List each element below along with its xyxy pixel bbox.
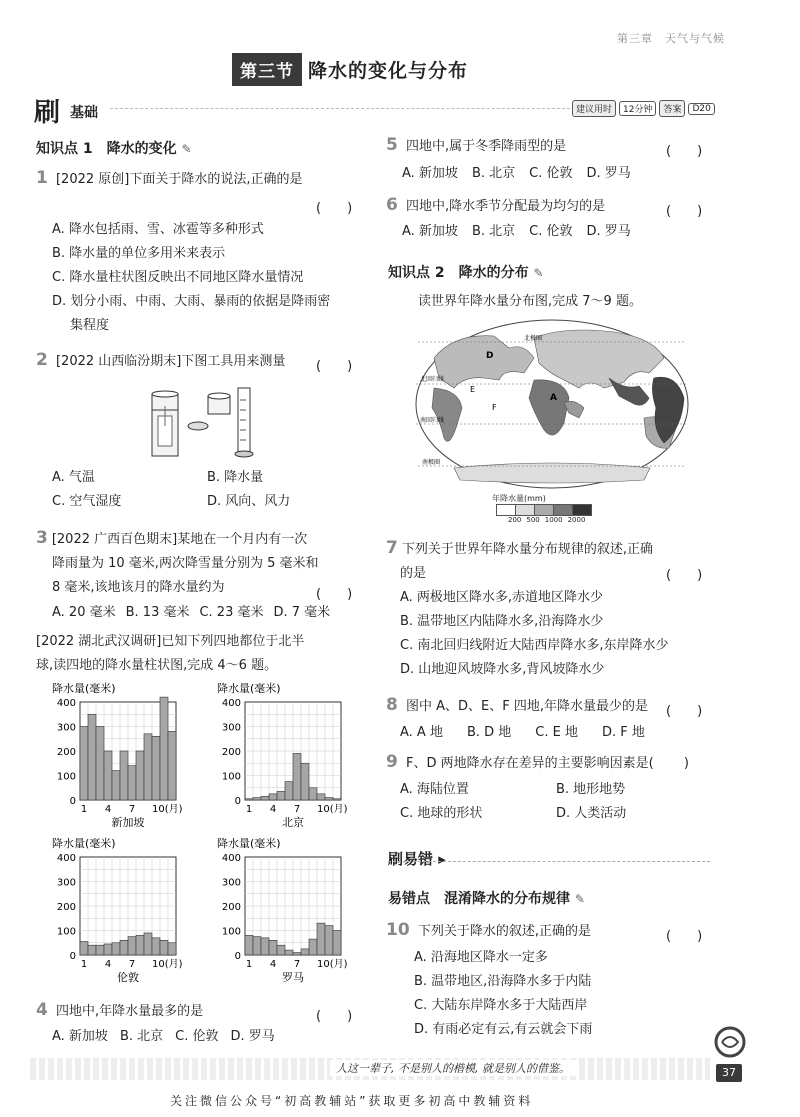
chart-bar-伦敦-6	[120, 940, 128, 955]
pencil-icon: ✎	[181, 142, 192, 156]
chart-ylabel: 降水量(毫米)	[52, 837, 116, 850]
chart-xtick: 10(月)	[152, 804, 183, 815]
legend-swatch-2	[516, 504, 535, 516]
chart-bar-新加坡-8	[136, 751, 144, 800]
q8-option-c[interactable]: C. E 地	[535, 725, 578, 740]
question-10	[386, 920, 591, 944]
chart-bar-新加坡-7	[128, 766, 136, 800]
chart-bar-北京-3	[261, 796, 269, 800]
q10-option-c[interactable]: C. 大陆东岸降水多于大陆西岸	[414, 998, 588, 1013]
q7-line-1: 下列关于世界年降水量分布规律的叙述,正确	[401, 542, 653, 557]
world-precipitation-map	[414, 318, 690, 490]
brush-label: 刷	[34, 98, 61, 128]
map-label-f: F	[492, 403, 497, 412]
page-number: 37	[716, 1064, 742, 1082]
chart-bar-罗马-4	[269, 940, 277, 955]
map-label-tropic-capricorn: 南回归线	[420, 417, 445, 424]
chart-bar-罗马-6	[285, 950, 293, 955]
q3-option-a[interactable]: A. 20 毫米	[52, 605, 116, 620]
legend-value-3: 1000	[544, 516, 563, 524]
rain-gauge-illustration	[150, 380, 280, 462]
chart-bar-罗马-12	[333, 931, 341, 956]
q7-number: 7	[386, 538, 398, 558]
chart-bar-伦敦-12	[168, 943, 176, 955]
q4-option-a[interactable]: A. 新加坡	[52, 1029, 108, 1044]
q5-stem: 四地中,属于冬季降雨型的是	[405, 139, 567, 154]
q3-number: 3	[36, 528, 48, 548]
q10-option-b[interactable]: B. 温带地区,沿海降水多于内陆	[414, 974, 592, 989]
q6-option-d[interactable]: D. 罗马	[586, 224, 631, 239]
chart-bar-罗马-5	[277, 945, 285, 955]
q1-option-a[interactable]: A. 降水包括雨、雪、冰雹等多种形式	[52, 222, 264, 237]
chart-ytick: 400	[221, 698, 241, 709]
q1-option-c[interactable]: C. 降水量柱状图反映出不同地区降水量情况	[52, 270, 304, 285]
q5-option-a[interactable]: A. 新加坡	[402, 166, 458, 181]
chart-bar-新加坡-6	[120, 751, 128, 800]
chart-ytick: 200	[221, 902, 241, 913]
answer-page: D20	[688, 103, 714, 115]
q5-number: 5	[386, 135, 398, 155]
swirl-logo-icon	[712, 1022, 748, 1062]
chart-ytick: 200	[56, 747, 76, 758]
chart-bar-北京-12	[333, 799, 341, 800]
q6-answer-blank[interactable]: ( )	[666, 204, 703, 219]
chart-xtick: 7	[293, 804, 301, 815]
footer-note: 关注微信公众号“初高教辅站”获取更多初高中教辅资料	[170, 1094, 534, 1108]
q6-option-a[interactable]: A. 新加坡	[402, 224, 458, 239]
chart-bar-北京-9	[309, 788, 317, 800]
chart-bar-罗马-2	[253, 937, 261, 955]
chart-bar-北京-10	[317, 794, 325, 800]
legend-value-1: 200	[508, 516, 522, 524]
chart-ytick: 200	[221, 747, 241, 758]
q3-option-d[interactable]: D. 7 毫米	[273, 605, 331, 620]
brush-sub: 基础	[70, 105, 98, 121]
q1-number: 1	[36, 168, 48, 188]
chart-bar-伦敦-4	[104, 944, 112, 955]
legend-swatch-5	[573, 504, 592, 516]
q2-number: 2	[36, 350, 48, 370]
precipitation-bar-charts	[40, 680, 360, 990]
chart-bar-北京-2	[253, 798, 261, 800]
chart-bar-北京-1	[245, 799, 253, 800]
q5-option-b[interactable]: B. 北京	[471, 166, 516, 181]
q8-option-d[interactable]: D. F 地	[602, 725, 645, 740]
chart-bar-新加坡-5	[112, 771, 120, 800]
q3-line-3: 8 毫米,该地该月的降水量约为	[52, 580, 225, 595]
q5-option-d[interactable]: D. 罗马	[586, 166, 631, 181]
pencil-icon: ✎	[574, 892, 585, 906]
q9-number: 9	[386, 752, 398, 772]
chart-name: 罗马	[282, 971, 304, 984]
q4-option-c[interactable]: C. 伦敦	[175, 1029, 219, 1044]
chart-xtick: 10(月)	[152, 959, 183, 970]
section-number: 第三节	[232, 53, 302, 86]
q9-option-c[interactable]: C. 地球的形状	[400, 806, 483, 821]
q5-answer-blank[interactable]: ( )	[666, 144, 703, 159]
chart-name: 新加坡	[111, 816, 145, 829]
chart-ytick: 200	[56, 902, 76, 913]
q7-answer-blank[interactable]: ( )	[666, 568, 703, 583]
map-label-antarctic: 南极圈	[422, 459, 441, 466]
answer-label: 答案	[659, 100, 685, 117]
pencil-icon: ✎	[533, 266, 544, 280]
q5-options	[402, 162, 631, 186]
q10-option-a[interactable]: A. 沿海地区降水一定多	[414, 950, 548, 965]
chapter-label: 第三章 天气与气候	[617, 32, 725, 45]
chart-ytick: 100	[56, 926, 76, 938]
q6-options	[402, 220, 631, 244]
question-6	[386, 195, 605, 219]
q9-option-a[interactable]: A. 海陆位置	[400, 782, 469, 797]
chart-bar-伦敦-10	[152, 938, 160, 955]
q2-option-b[interactable]: B. 降水量	[207, 470, 264, 485]
q4-options	[52, 1025, 275, 1049]
q10-answer-blank[interactable]: ( )	[666, 929, 703, 944]
chart-bar-罗马-10	[317, 923, 325, 955]
chart-bar-新加坡-12	[168, 731, 176, 800]
chart-bar-罗马-7	[293, 953, 301, 955]
chart-bar-伦敦-3	[96, 945, 104, 955]
q4-option-d[interactable]: D. 罗马	[230, 1029, 275, 1044]
chart-xtick: 1	[80, 804, 88, 815]
chart-bar-罗马-1	[245, 935, 253, 955]
q8-answer-blank[interactable]: ( )	[666, 704, 703, 719]
q6-option-b[interactable]: B. 北京	[471, 224, 516, 239]
chart-ytick: 0	[234, 796, 241, 807]
map-legend-title: 年降水量(mm)	[492, 494, 546, 503]
chart-xtick: 1	[245, 804, 253, 815]
map-label-tropic-cancer: 北回归线	[420, 376, 445, 383]
q9-option-b[interactable]: B. 地形地势	[556, 782, 626, 797]
q1-option-d-cont: 集程度	[70, 318, 110, 333]
chart-ytick: 400	[56, 698, 76, 709]
chart-bar-北京-8	[301, 763, 309, 800]
q10-stem: 下列关于降水的叙述,正确的是	[417, 924, 591, 939]
chart-ytick: 300	[56, 722, 76, 734]
chart-bar-北京-11	[325, 798, 333, 800]
chart-bar-新加坡-11	[160, 697, 168, 800]
map-legend-swatches	[496, 504, 592, 516]
q2-option-a[interactable]: A. 气温	[52, 470, 95, 485]
chart-bar-伦敦-9	[144, 933, 152, 955]
chart-bar-伦敦-1	[80, 942, 88, 955]
q7-option-c[interactable]: C. 南北回归线附近大陆西岸降水多,东岸降水少	[400, 638, 669, 653]
time-label: 建议用时	[572, 100, 616, 117]
legend-value-2: 500	[526, 516, 540, 524]
question-8	[386, 695, 648, 719]
chart-ytick: 300	[221, 877, 241, 889]
q2-stem: [2022 山西临汾期末]下图工具用来测量	[55, 354, 286, 369]
q7-option-d[interactable]: D. 山地迎风坡降水多,背风坡降水少	[400, 662, 605, 677]
chart-xtick: 10(月)	[317, 959, 348, 970]
chart-bar-北京-5	[277, 791, 285, 800]
q4-number: 4	[36, 1000, 48, 1020]
chart-bar-伦敦-8	[136, 935, 144, 955]
chart-ylabel: 降水量(毫米)	[217, 837, 281, 850]
q9-stem: F、D 两地降水存在差异的主要影响因素是(	[405, 756, 654, 771]
chart-ytick: 0	[234, 951, 241, 962]
q3-answer-blank[interactable]: ( )	[316, 587, 353, 602]
q9-option-d[interactable]: D. 人类活动	[556, 806, 627, 821]
error-point: 易错点 混淆降水的分布规律 ✎	[388, 891, 585, 907]
q3-line-2: 降雨量为 10 毫米,两次降雪量分别为 5 毫米和	[52, 556, 319, 571]
chart-ytick: 400	[221, 853, 241, 864]
chart-bar-北京-7	[293, 753, 301, 800]
chart-bar-新加坡-3	[96, 727, 104, 801]
chart-xtick: 1	[80, 959, 88, 970]
q1-options	[52, 218, 330, 338]
chart-ytick: 100	[221, 926, 241, 938]
question-2	[36, 350, 285, 374]
q10-options	[414, 946, 592, 1042]
motto: 人这一辈子, 不是别人的楷模, 就是别人的借鉴。	[330, 1060, 576, 1076]
question-7	[386, 538, 653, 586]
intro-4-6-line-2: 球,读四地的降水量柱状图,完成 4～6 题。	[36, 658, 278, 673]
question-1	[36, 168, 302, 192]
q9-answer-blank[interactable]: )	[657, 756, 689, 771]
q8-option-a[interactable]: A. A 地	[400, 725, 443, 740]
q10-option-d[interactable]: D. 有雨必定有云,有云就会下雨	[414, 1022, 593, 1037]
chart-bar-罗马-3	[261, 938, 269, 955]
header-divider	[110, 108, 570, 109]
chart-bar-北京-4	[269, 794, 277, 800]
chart-ytick: 400	[56, 853, 76, 864]
q3-option-b[interactable]: B. 13 毫米	[125, 605, 190, 620]
chart-ytick: 0	[69, 796, 76, 807]
chart-xtick: 4	[269, 959, 277, 970]
q5-option-c[interactable]: C. 伦敦	[529, 166, 573, 181]
q8-number: 8	[386, 695, 398, 715]
intro-4-6-line-1: [2022 湖北武汉调研]已知下列四地都位于北半	[36, 634, 305, 649]
time-value: 12分钟	[619, 101, 656, 116]
time-badges	[572, 100, 715, 117]
intro-7-9: 读世界年降水量分布图,完成 7～9 题。	[418, 294, 642, 309]
chart-ytick: 100	[221, 771, 241, 783]
intro-4-6	[36, 630, 304, 678]
q4-answer-blank[interactable]: ( )	[316, 1009, 353, 1024]
chart-bar-伦敦-7	[128, 937, 136, 955]
chart-xtick: 4	[104, 804, 112, 815]
chart-bar-罗马-11	[325, 926, 333, 955]
section-heading	[232, 54, 468, 84]
q3-line-1: [2022 广西百色期末]某地在一个月内有一次	[51, 532, 308, 547]
q4-stem: 四地中,年降水量最多的是	[55, 1004, 204, 1019]
map-legend-values	[508, 516, 585, 524]
q3-option-c[interactable]: C. 23 毫米	[199, 605, 264, 620]
chart-xtick: 7	[293, 959, 301, 970]
knowledge-point-1: 知识点 1 降水的变化 ✎	[36, 141, 192, 157]
chart-bar-北京-6	[285, 782, 293, 800]
q1-option-d[interactable]: D. 划分小雨、中雨、大雨、暴雨的依据是降雨密	[52, 294, 331, 309]
chart-xtick: 10(月)	[317, 804, 348, 815]
chart-bar-伦敦-11	[160, 940, 168, 955]
map-label-arctic: 北极圈	[524, 335, 543, 342]
q7-option-b[interactable]: B. 温带地区内陆降水多,沿海降水少	[400, 614, 604, 629]
chart-name: 伦敦	[117, 971, 139, 984]
q1-answer-blank[interactable]: ( )	[316, 201, 353, 216]
chart-bar-伦敦-2	[88, 945, 96, 955]
legend-swatch-3	[535, 504, 554, 516]
chart-xtick: 1	[245, 959, 253, 970]
chart-ytick: 300	[221, 722, 241, 734]
section-title: 降水的变化与分布	[308, 59, 469, 82]
q8-stem: 图中 A、D、E、F 四地,年降水量最少的是	[405, 699, 648, 714]
chart-ytick: 100	[56, 771, 76, 783]
chart-xtick: 4	[269, 804, 277, 815]
chart-name: 北京	[282, 816, 304, 829]
q6-stem: 四地中,降水季节分配最为均匀的是	[405, 199, 606, 214]
error-section-heading: 刷易错 ▸	[388, 850, 446, 868]
chart-ylabel: 降水量(毫米)	[217, 682, 281, 695]
chart-bar-新加坡-1	[80, 727, 88, 801]
knowledge-point-2: 知识点 2 降水的分布 ✎	[388, 265, 544, 281]
question-3	[36, 528, 318, 600]
legend-value-4: 2000	[567, 516, 586, 524]
chart-ytick: 0	[69, 951, 76, 962]
q9-options	[400, 778, 710, 826]
chart-xtick: 4	[104, 959, 112, 970]
legend-swatch-1	[496, 504, 516, 516]
chart-ytick: 300	[56, 877, 76, 889]
chart-ylabel: 降水量(毫米)	[52, 682, 116, 695]
question-9	[386, 752, 689, 776]
q6-option-c[interactable]: C. 伦敦	[529, 224, 573, 239]
q3-options	[52, 601, 330, 625]
legend-swatch-4	[554, 504, 573, 516]
q2-option-c[interactable]: C. 空气湿度	[52, 494, 122, 509]
chart-bar-罗马-9	[309, 939, 317, 955]
chart-bar-罗马-8	[301, 949, 309, 955]
q2-answer-blank[interactable]: ( )	[316, 359, 353, 374]
q2-options	[52, 466, 352, 514]
q7-options	[400, 586, 668, 682]
map-label-d: D	[486, 351, 494, 361]
q1-option-b[interactable]: B. 降水量的单位多用米来表示	[52, 246, 226, 261]
q8-options	[400, 721, 645, 745]
q4-option-b[interactable]: B. 北京	[119, 1029, 164, 1044]
q2-option-d[interactable]: D. 风向、风力	[207, 494, 291, 509]
q8-option-b[interactable]: B. D 地	[466, 725, 512, 740]
chart-bar-新加坡-9	[144, 734, 152, 800]
chart-bar-新加坡-4	[104, 751, 112, 800]
chart-bar-新加坡-2	[88, 714, 96, 800]
map-label-a: A	[550, 393, 557, 403]
q1-stem: [2022 原创]下面关于降水的说法,正确的是	[55, 172, 303, 187]
q7-line-2: 的是	[400, 566, 427, 581]
chart-bar-新加坡-10	[152, 736, 160, 800]
q6-number: 6	[386, 195, 398, 215]
error-divider	[388, 861, 710, 862]
q10-number: 10	[386, 920, 410, 940]
map-label-e: E	[470, 385, 476, 394]
question-5	[386, 135, 566, 159]
q7-option-a[interactable]: A. 两极地区降水多,赤道地区降水少	[400, 590, 604, 605]
chart-xtick: 7	[128, 959, 136, 970]
chart-xtick: 7	[128, 804, 136, 815]
chart-bar-伦敦-5	[112, 943, 120, 955]
question-4	[36, 1000, 203, 1024]
